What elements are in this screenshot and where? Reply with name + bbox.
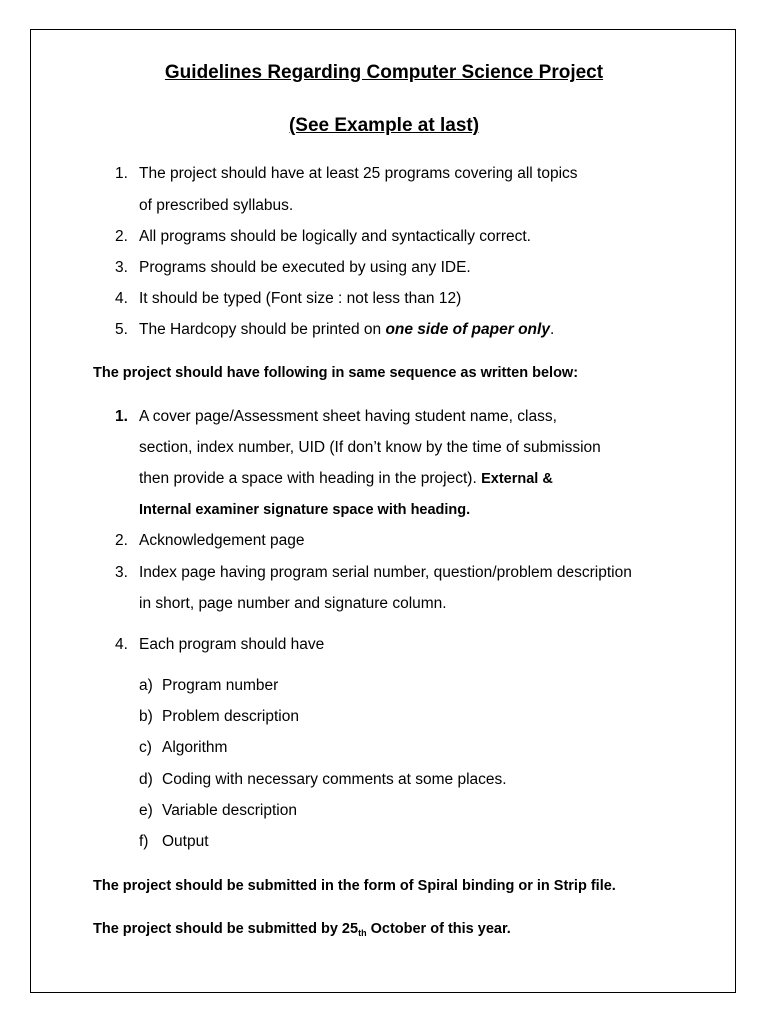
program-item-text: Coding with necessary comments at some places. (162, 771, 507, 788)
program-item-letter: f) (139, 833, 149, 850)
rule-3-number: 3. (115, 259, 128, 276)
rule-4-text: It should be typed (Font size : not less than 12) (139, 290, 462, 307)
page-subtitle: (See Example at last) (288, 115, 480, 136)
sequence-1-line1: A cover page/Assessment sheet having student name, class, (139, 408, 557, 425)
program-item-text: Program number (162, 677, 279, 694)
rule-3-text: Programs should be executed by using any IDE. (139, 259, 471, 276)
program-item-text: Output (162, 833, 209, 850)
rule-2-text: All programs should be logically and syntactically correct. (139, 228, 531, 245)
deadline-after: October of this year. (366, 921, 511, 937)
program-item-letter: c) (139, 739, 152, 756)
program-item-text: Variable description (162, 802, 297, 819)
submission-form-note: The project should be submitted in the form of Spiral binding or in Strip file. (93, 878, 616, 894)
deadline-before: The project should be submitted by 25 (93, 921, 359, 937)
page-title: Guidelines Regarding Computer Science Project (164, 62, 604, 83)
program-item-letter: b) (139, 708, 153, 725)
rule-5-emphasis: one side of paper only (385, 321, 550, 338)
program-item-letter: d) (139, 771, 153, 788)
sequence-3-line2: in short, page number and signature column. (139, 595, 447, 612)
sequence-4-text: Each program should have (139, 636, 325, 653)
sequence-1-line3 (139, 469, 553, 489)
sequence-1-line4: Internal examiner signature space with heading. (139, 502, 471, 518)
rule-5-text (139, 320, 554, 340)
sequence-3-number: 3. (115, 564, 128, 581)
deadline-suffix: th (358, 928, 367, 938)
rule-5-text-before: The Hardcopy should be printed on (139, 321, 386, 338)
sequence-heading: The project should have following in same sequence as written below: (93, 365, 579, 381)
rule-1-number: 1. (115, 165, 128, 182)
sequence-1-line3-plain: then provide a space with heading in the project). (139, 470, 482, 487)
rule-2-number: 2. (115, 228, 128, 245)
rule-1-text-line2: of prescribed syllabus. (139, 197, 294, 214)
rule-4-number: 4. (115, 290, 128, 307)
sequence-1-line3-bold: External & (481, 471, 553, 487)
program-item-text: Problem description (162, 708, 299, 725)
rule-5-number: 5. (115, 321, 128, 338)
sequence-1-line2: section, index number, UID (If don’t know by the time of submission (139, 439, 601, 456)
sequence-2-number: 2. (115, 532, 128, 549)
program-item-letter: e) (139, 802, 153, 819)
program-item-text: Algorithm (162, 739, 228, 756)
deadline-note (93, 919, 511, 943)
sequence-2-text: Acknowledgement page (139, 532, 305, 549)
sequence-4-number: 4. (115, 636, 128, 653)
sequence-3-line1: Index page having program serial number, question/problem description (139, 564, 632, 581)
rule-1-text-line1: The project should have at least 25 programs covering all topics (139, 165, 578, 182)
program-item-letter: a) (139, 677, 153, 694)
rule-5-text-after: . (549, 321, 555, 338)
sequence-1-number: 1. (115, 408, 128, 425)
